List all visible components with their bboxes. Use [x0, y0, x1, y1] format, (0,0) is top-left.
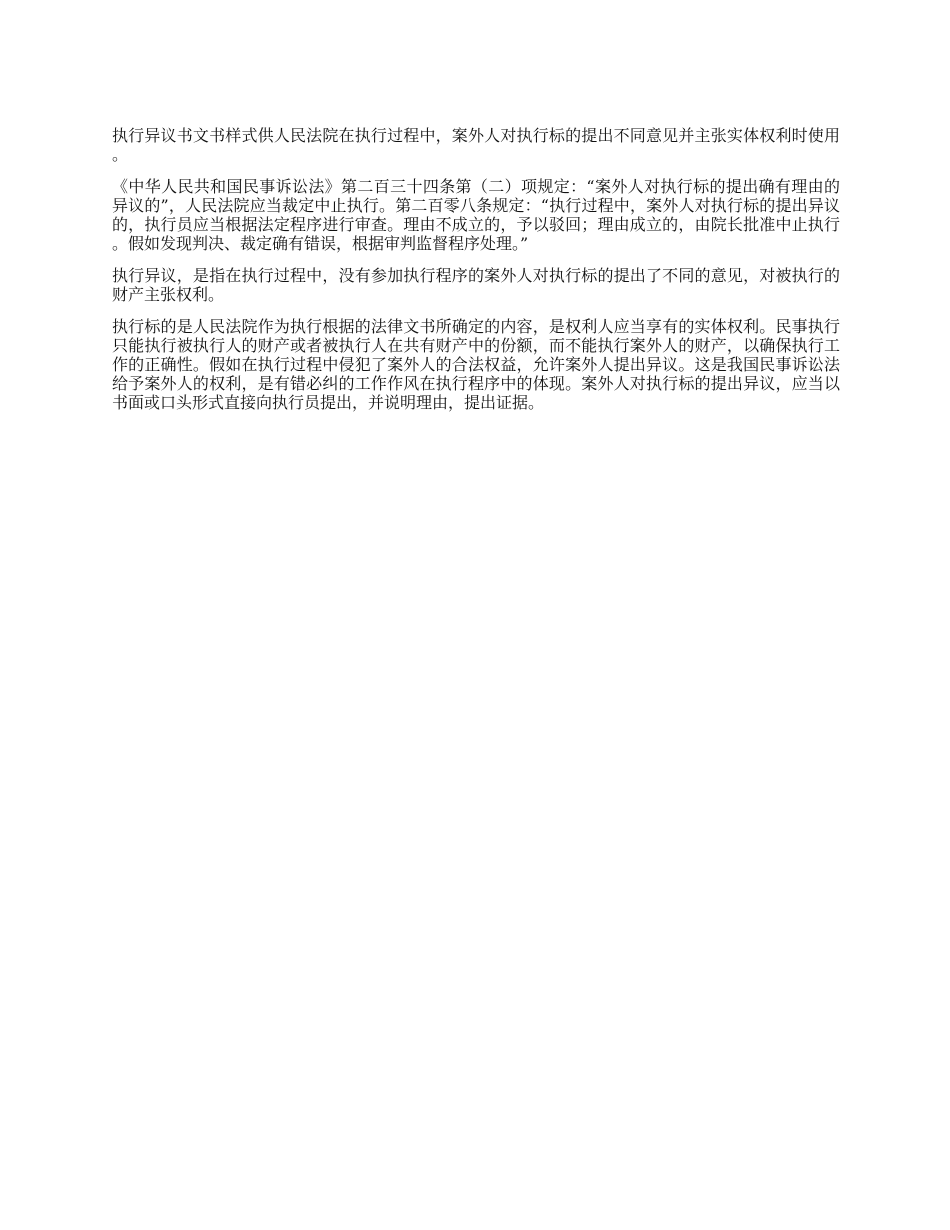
paragraph-explanation: 执行标的是人民法院作为执行根据的法律文书所确定的内容，是权利人应当享有的实体权利。民事执行只能执行被执行人的财产或者被执行人在共有财产中的份额，而不能执行案外人的财产，以确保执行工作的正确性。假如在执行过程中侵犯了案外人的合法权益，允许案外人提出异议。这是我国民事诉讼法给予案外人的权利，是有错必纠的工作作风在执行程序中的体现。案外人对执行标的提出异议，应当以书面或口头形式直接向执行员提出，并说明理由，提出证据。	[112, 317, 840, 412]
document-body	[112, 126, 840, 425]
paragraph-legal-basis: 《中华人民共和国民事诉讼法》第二百三十四条第（二）项规定：“案外人对执行标的提出确有理由的异议的”，人民法院应当裁定中止执行。第二百零八条规定：“执行过程中，案外人对执行标的提出异议的，执行员应当根据法定程序进行审查。理由不成立的，予以驳回；理由成立的，由院长批准中止执行。假如发现判决、裁定确有错误，根据审判监督程序处理。”	[112, 177, 840, 253]
paragraph-purpose: 执行异议书文书样式供人民法院在执行过程中，案外人对执行标的提出不同意见并主张实体权利时使用。	[112, 126, 840, 164]
paragraph-definition: 执行异议，是指在执行过程中，没有参加执行程序的案外人对执行标的提出了不同的意见，对被执行的财产主张权利。	[112, 266, 840, 304]
